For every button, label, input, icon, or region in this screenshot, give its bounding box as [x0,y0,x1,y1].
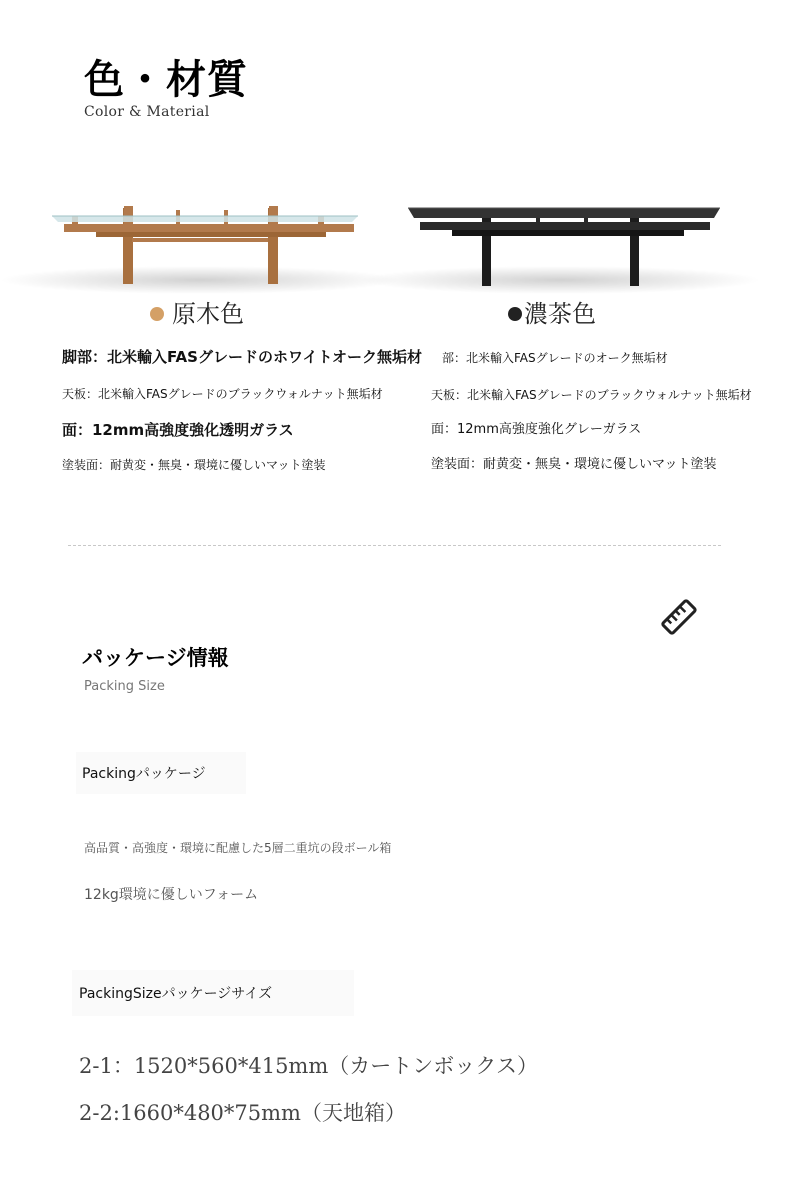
packing-label: Packingパッケージ [82,766,206,782]
packing-size-label: PackingSizeパッケージサイズ [79,986,273,1002]
wood-color-name [150,298,244,330]
package-size-1: 2-1：1520*560*415mm（カートンボックス） [79,1054,539,1078]
wood-color-label: 原木色 [172,300,244,328]
ruler-icon [659,597,699,637]
wood-color-dot-icon [150,307,164,321]
product-images [0,180,790,300]
wood-table-shadow [0,266,400,294]
dark-color-dot-icon [508,307,522,321]
packing-foam: 12kg環境に優しいフォーム [84,887,259,903]
packing-description: 高品質・高強度・環境に配慮した5層二重坑の段ボール箱 [84,841,392,855]
dark-color-label: 濃茶色 [524,300,596,328]
package-size-2: 2-2:1660*480*75mm（天地箱） [79,1101,406,1125]
wood-top-spec: 天板：北米輸入FASグレードのブラックウォルナット無垢材 [62,387,383,401]
wood-coating-spec: 塗装面：耐黄変・無臭・環境に優しいマット塗装 [62,458,326,472]
dark-top-spec: 天板：北米輸入FASグレードのブラックウォルナット無垢材 [431,388,752,402]
section-divider [68,545,721,546]
package-subtitle: Packing Size [84,679,165,694]
dark-coating-spec: 塗装面：耐黄変・無臭・環境に優しいマット塗装 [431,457,717,472]
dark-legs-spec: 部：北米輸入FASグレードのオーク無垢材 [442,351,668,365]
page-subtitle: Color & Material [84,104,210,120]
page-title: 色・材質 [84,57,248,103]
wood-surface-spec: 面：12mm高強度強化透明ガラス [62,421,294,439]
dark-table-shadow [360,266,760,294]
dark-color-name [508,298,596,330]
wood-legs-spec: 脚部：北米輸入FASグレードのホワイトオーク無垢材 [62,348,423,366]
package-title: パッケージ情報 [82,646,229,670]
dark-surface-spec: 面：12mm高強度強化グレーガラス [431,422,642,437]
